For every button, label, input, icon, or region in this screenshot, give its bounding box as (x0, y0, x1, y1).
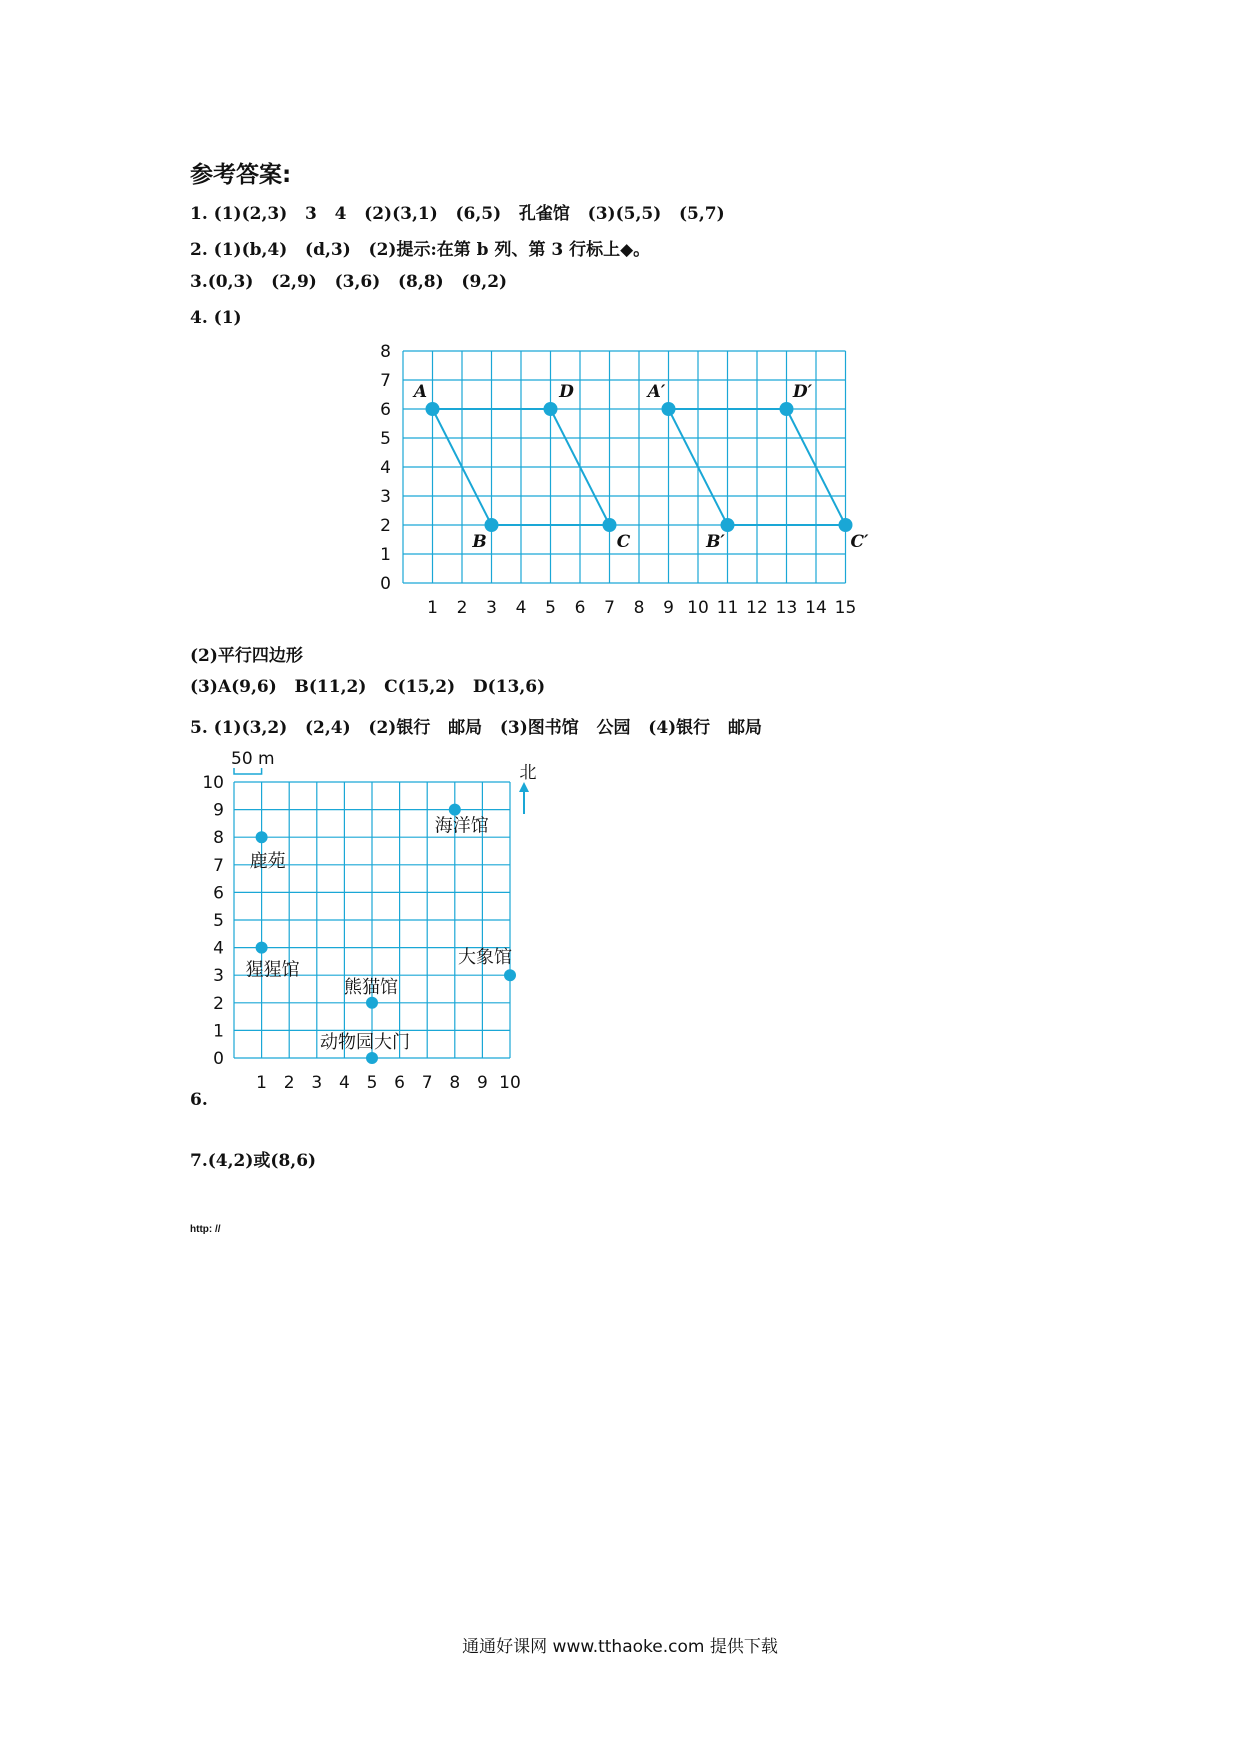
url-text: http: // (190, 1224, 221, 1235)
location-label: 动物园大门 (320, 1032, 410, 1053)
y-tick-label: 7 (380, 371, 391, 391)
y-tick-label: 2 (380, 516, 391, 536)
location-marker (504, 969, 516, 981)
x-tick-label: 3 (311, 1073, 323, 1093)
x-tick-label: 7 (421, 1073, 433, 1093)
point-label: A (413, 382, 428, 402)
location-label: 大象馆 (458, 947, 512, 969)
y-tick-label: 8 (380, 342, 391, 362)
y-tick-label: 6 (380, 400, 391, 420)
point-label: B′ (706, 532, 725, 552)
answer-5: 5. (1)(3,2) (2,4) (2)银行 邮局 (3)图书馆 公园 (4)银行 邮局 (190, 718, 762, 738)
y-tick-label: 1 (213, 1021, 224, 1042)
location-label: 猩猩馆 (245, 959, 300, 981)
x-tick-label: 9 (663, 598, 674, 618)
x-tick-label: 8 (449, 1073, 461, 1093)
x-tick-label: 5 (366, 1073, 378, 1093)
y-tick-label: 4 (213, 938, 224, 959)
parallelogram-grid-chart (370, 340, 890, 620)
answer-4-part1: 4. (1) (190, 308, 242, 328)
x-tick-label: 3 (486, 598, 497, 618)
scale-label: 50 m (231, 750, 275, 769)
y-tick-label: 4 (380, 458, 391, 478)
point-label: C′ (850, 532, 869, 552)
location-label: 鹿苑 (249, 851, 286, 873)
y-tick-label: 0 (213, 1049, 224, 1069)
y-tick-label: 7 (213, 855, 224, 876)
point-label: A′ (647, 382, 666, 402)
page-title: 参考答案: (190, 162, 292, 188)
y-tick-label: 5 (213, 911, 224, 931)
answer-6: 6. (190, 1090, 208, 1110)
y-tick-label: 6 (213, 883, 224, 904)
location-marker (366, 1052, 378, 1064)
zoo-map-chart (200, 750, 560, 1130)
x-tick-label: 6 (574, 598, 586, 618)
location-marker (366, 997, 378, 1009)
point-marker (426, 402, 440, 416)
y-tick-label: 8 (213, 828, 224, 849)
location-label: 熊猫馆 (344, 976, 398, 998)
answer-4-part2: (2)平行四边形 (190, 646, 303, 666)
point-marker (662, 402, 676, 416)
answer-4-part3: (3)A(9,6) B(11,2) C(15,2) D(13,6) (190, 677, 546, 697)
point-marker (780, 402, 794, 416)
location-label: 海洋馆 (434, 815, 489, 837)
location-marker (449, 804, 461, 816)
y-tick-label: 10 (202, 773, 224, 793)
x-tick-label: 5 (545, 598, 556, 618)
point-label: C (616, 532, 631, 552)
x-tick-label: 10 (687, 598, 709, 618)
point-label: D′ (792, 382, 813, 402)
x-tick-label: 12 (746, 598, 768, 618)
x-tick-label: 7 (604, 598, 615, 618)
point-label: D (559, 382, 574, 402)
x-tick-label: 15 (834, 598, 857, 618)
point-marker (603, 518, 617, 532)
y-tick-label: 3 (213, 966, 224, 987)
x-tick-label: 6 (394, 1073, 406, 1093)
answer-2: 2. (1)(b,4) (d,3) (2)提示:在第 b 列、第 3 行标上◆。 (190, 240, 651, 260)
north-label: 北 (519, 763, 537, 783)
y-tick-label: 3 (380, 487, 391, 507)
x-tick-label: 1 (256, 1073, 268, 1093)
point-marker (544, 402, 558, 416)
x-tick-label: 4 (338, 1073, 350, 1093)
answer-1: 1. (1)(2,3) 3 4 (2)(3,1) (6,5) 孔雀馆 (3)(5,5) (5,7) (190, 204, 725, 224)
x-tick-label: 8 (633, 598, 645, 618)
x-tick-label: 13 (775, 598, 798, 618)
y-tick-label: 9 (213, 800, 224, 821)
x-tick-label: 2 (283, 1073, 295, 1093)
x-tick-label: 9 (476, 1073, 488, 1093)
x-tick-label: 11 (716, 598, 739, 618)
footer-text: 通通好课网 www.tthaoke.com 提供下载 (462, 1637, 778, 1657)
x-tick-label: 1 (427, 598, 438, 618)
answer-3: 3.(0,3) (2,9) (3,6) (8,8) (9,2) (190, 272, 508, 292)
answer-7: 7.(4,2)或(8,6) (190, 1151, 317, 1171)
location-marker (256, 942, 268, 954)
point-marker (485, 518, 499, 532)
location-marker (256, 831, 268, 843)
y-tick-label: 2 (213, 993, 224, 1014)
x-tick-label: 10 (499, 1073, 521, 1093)
x-tick-label: 4 (515, 598, 527, 618)
x-tick-label: 2 (456, 598, 468, 618)
point-marker (721, 518, 735, 532)
y-tick-label: 0 (380, 574, 391, 594)
point-label: B (472, 532, 487, 552)
point-marker (839, 518, 853, 532)
north-arrowhead-icon (519, 782, 529, 792)
y-tick-label: 1 (380, 545, 391, 565)
y-tick-label: 5 (380, 429, 391, 449)
x-tick-label: 14 (805, 598, 827, 618)
